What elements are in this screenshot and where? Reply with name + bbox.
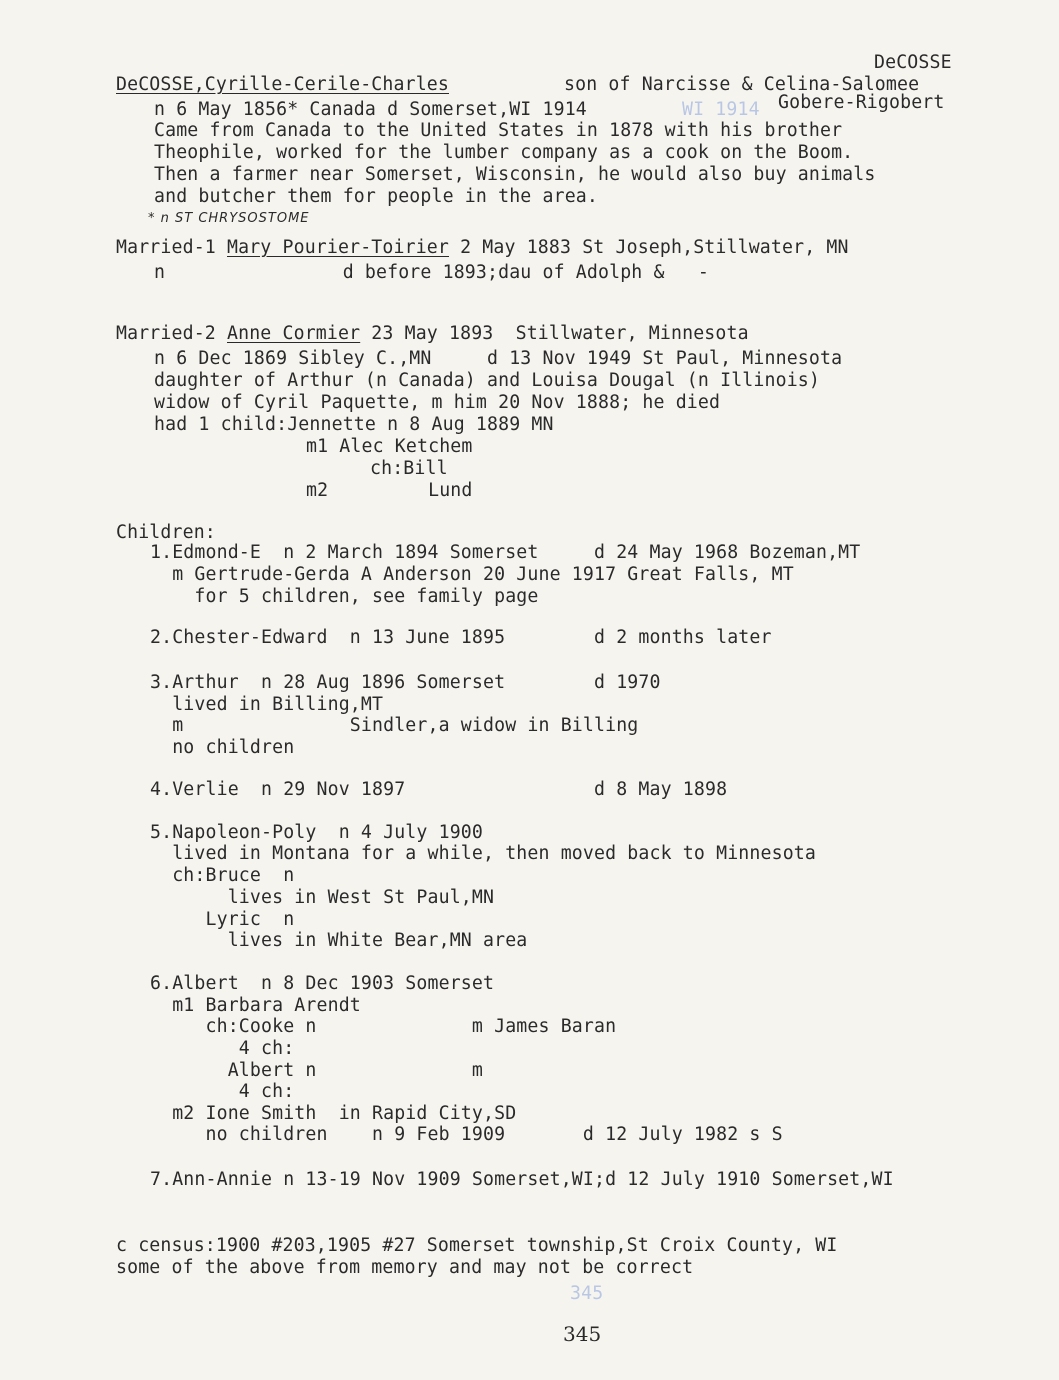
child-5-line: 5.Napoleon-Poly n 4 July 1900 <box>150 822 483 843</box>
marriage-2-detail: had 1 child:Jennette n 8 Aug 1889 MN <box>154 414 554 435</box>
child-3-line: lived in Billing,MT <box>150 694 384 715</box>
page-number: 345 <box>563 1322 602 1346</box>
child-1-line: for 5 children, see family page <box>150 586 539 607</box>
jennette-marriage-1: m1 Alec Ketchem <box>306 436 473 457</box>
child-6-line: m2 Ione Smith in Rapid City,SD <box>150 1103 517 1124</box>
parents-line-1: son of Narcisse & Celina-Salomee <box>564 74 920 95</box>
child-5-line: lives in West St Paul,MN <box>150 887 495 908</box>
child-6-line: Albert n m <box>150 1060 483 1081</box>
child-1-line: m Gertrude-Gerda A Anderson 20 June 1917 Great Falls, MT <box>150 564 794 585</box>
faint-stamp: WI 1914 <box>682 99 760 120</box>
jennette-child: ch:Bill <box>370 458 448 479</box>
marriage-1-line <box>116 237 849 259</box>
child-6-line: 4 ch: <box>150 1038 295 1059</box>
child-6-line: 6.Albert n 8 Dec 1903 Somerset <box>150 973 495 994</box>
jennette-marriage-2: m2 Lund <box>306 480 473 501</box>
child-4-line: 4.Verlie n 29 Nov 1897 d 8 May 1898 <box>150 779 728 800</box>
children-header: Children: <box>116 522 216 543</box>
marriage-2-line <box>116 323 749 345</box>
bio-line: Theophile, worked for the lumber company as a cook on the Boom. <box>154 142 854 163</box>
child-3-line: m Sindler,a widow in Billing <box>150 715 639 736</box>
marriage-1-line-2: n d before 1893;dau of Adolph & - <box>154 262 709 283</box>
child-3-line: 3.Arthur n 28 Aug 1896 Somerset d 1970 <box>150 672 661 693</box>
handwritten-note: * n ST CHRYSOSTOME <box>148 211 310 226</box>
child-6-line: no children n 9 Feb 1909 d 12 July 1982 s S <box>150 1124 783 1145</box>
marriage-1-spouse: Mary Pourier-Toirier <box>227 237 449 258</box>
child-5-line: Lyric n <box>150 909 295 930</box>
bio-line: Then a farmer near Somerset, Wisconsin, he would also buy animals <box>154 164 876 185</box>
child-5-line: lives in White Bear,MN area <box>150 930 528 951</box>
marriage-2-spouse: Anne Cormier <box>227 323 361 344</box>
child-5-line: ch:Bruce n <box>150 865 295 886</box>
parents-line-2: Gobere-Rigobert <box>778 92 945 113</box>
bio-line: Came from Canada to the United States in 1878 with his brother <box>154 120 843 141</box>
person-name: DeCOSSE,Cyrille-Cerile-Charles <box>116 74 449 95</box>
marriage-1-prefix: Married-1 <box>116 237 227 258</box>
child-2-line: 2.Chester-Edward n 13 June 1895 d 2 months later <box>150 627 772 648</box>
faint-page-number: 345 <box>570 1283 604 1304</box>
marriage-2-details: 23 May 1893 Stillwater, Minnesota <box>360 323 749 344</box>
surname-header: DeCOSSE <box>874 52 952 73</box>
bio-line: and butcher them for people in the area. <box>154 186 598 207</box>
child-6-line: ch:Cooke n m James Baran <box>150 1016 617 1037</box>
memory-note: some of the above from memory and may not be correct <box>116 1257 694 1278</box>
child-5-line: lived in Montana for a while, then moved back to Minnesota <box>150 843 816 864</box>
census-note: c census:1900 #203,1905 #27 Somerset township,St Croix County, WI <box>116 1235 838 1256</box>
marriage-2-prefix: Married-2 <box>116 323 227 344</box>
child-7-line: 7.Ann-Annie n 13-19 Nov 1909 Somerset,WI;d 12 July 1910 Somerset,WI <box>150 1169 894 1190</box>
marriage-2-detail: daughter of Arthur (n Canada) and Louisa Dougal (n Illinois) <box>154 370 820 391</box>
child-3-line: no children <box>150 737 295 758</box>
birth-death-line: n 6 May 1856* Canada d Somerset,WI 1914 <box>154 99 587 120</box>
marriage-2-detail: n 6 Dec 1869 Sibley C.,MN d 13 Nov 1949 St Paul, Minnesota <box>154 348 843 369</box>
child-6-line: 4 ch: <box>150 1081 295 1102</box>
marriage-2-detail: widow of Cyril Paquette, m him 20 Nov 1888; he died <box>154 392 721 413</box>
child-1-line: 1.Edmond-E n 2 March 1894 Somerset d 24 May 1968 Bozeman,MT <box>150 542 861 563</box>
child-6-line: m1 Barbara Arendt <box>150 995 361 1016</box>
marriage-1-details: 2 May 1883 St Joseph,Stillwater, MN <box>449 237 849 258</box>
